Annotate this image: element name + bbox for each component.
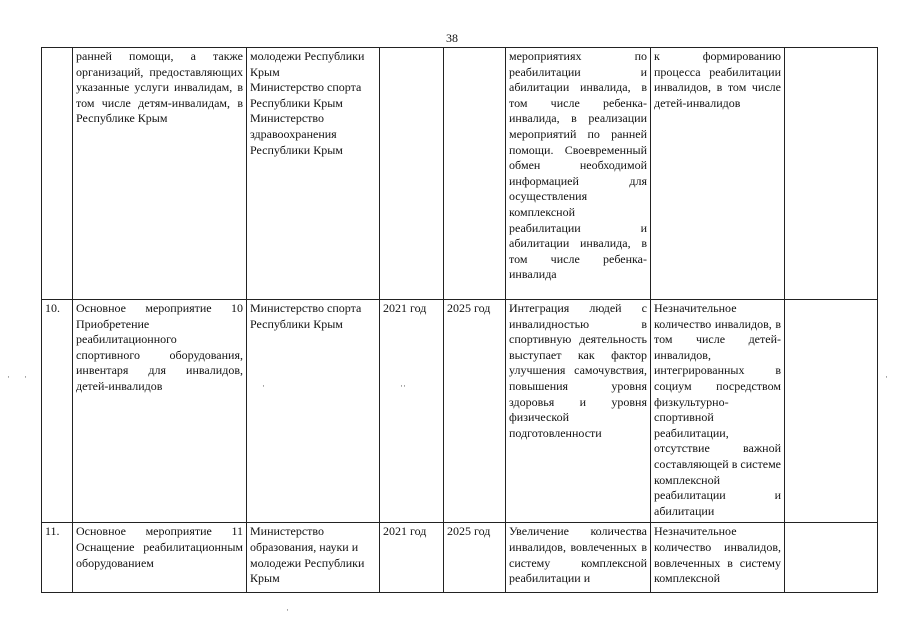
scan-speck: · [24,372,27,382]
executor-cell [247,48,380,300]
scan-speck: · [7,372,10,382]
measures-table [41,47,878,593]
executor-line: Министерство образования, науки и молодежи Республики Крым [250,524,365,586]
row-number [42,48,73,300]
result-cell: Увеличение количества инвалидов, вовлеченных в систему комплексной реабилитации и [506,523,651,593]
scan-speck: · [262,381,265,391]
executor-line: Министерство спорта Республики Крым [250,80,362,110]
table-row [42,48,878,300]
result-cell: Интеграция людей с инвалидностью в спортивную деятельность выступает как фактор улучшения самочувствия, повышения уровня здоровья и уровня физической подготовленности [506,300,651,523]
end-cell: 2025 год [444,300,506,523]
executor-line: молодежи Республики Крым [250,49,365,79]
end-cell [444,48,506,300]
table-row [42,300,878,523]
event-cell: ранней помощи, а также организаций, предоставляющих указанные услуги инвалидам, в том числе детям-инвалидам, в Республике Крым [73,48,247,300]
link-cell [785,300,878,523]
end-cell: 2025 год [444,523,506,593]
start-cell [380,48,444,300]
table-row [42,523,878,593]
scan-speck: · [885,372,888,382]
start-cell: 2021 год [380,300,444,523]
executor-cell [247,523,380,593]
link-cell [785,523,878,593]
scan-speck: · [286,605,289,615]
consequence-cell: Незначительное количество инвалидов, в том числе детей-инвалидов, интегрированных в социум посредством физкультурно-спортивной реабилитации, отсутствие важной составляющей в системе комплексной реабилитации и абилитации [651,300,785,523]
event-cell: Основное мероприятие 10 Приобретение реабилитационного спортивного оборудования, инвентаря для инвалидов, детей-инвалидов [73,300,247,523]
executor-cell [247,300,380,523]
row-number: 10. [42,300,73,523]
scan-speck: ·· [400,381,406,391]
start-cell: 2021 год [380,523,444,593]
executor-line: Министерство спорта Республики Крым [250,301,362,331]
event-cell: Основное мероприятие 11 Оснащение реабилитационным оборудованием [73,523,247,593]
link-cell [785,48,878,300]
consequence-cell: Незначительное количество инвалидов, вовлеченных в систему комплексной [651,523,785,593]
page-number: 38 [446,31,458,45]
consequence-cell: к формированию процесса реабилитации инвалидов, в том числе детей-инвалидов [651,48,785,300]
executor-line: Министерство здравоохранения Республики Крым [250,111,343,157]
result-cell: мероприятиях по реабилитации и абилитации инвалида, в том числе ребенка-инвалида, в реализации мероприятий по ранней помощи. Своевременный обмен необходимой информацией для осуществления комплексной реабилитации и абилитации инвалида, в том числе ребенка-инвалида [506,48,651,300]
row-number: 11. [42,523,73,593]
